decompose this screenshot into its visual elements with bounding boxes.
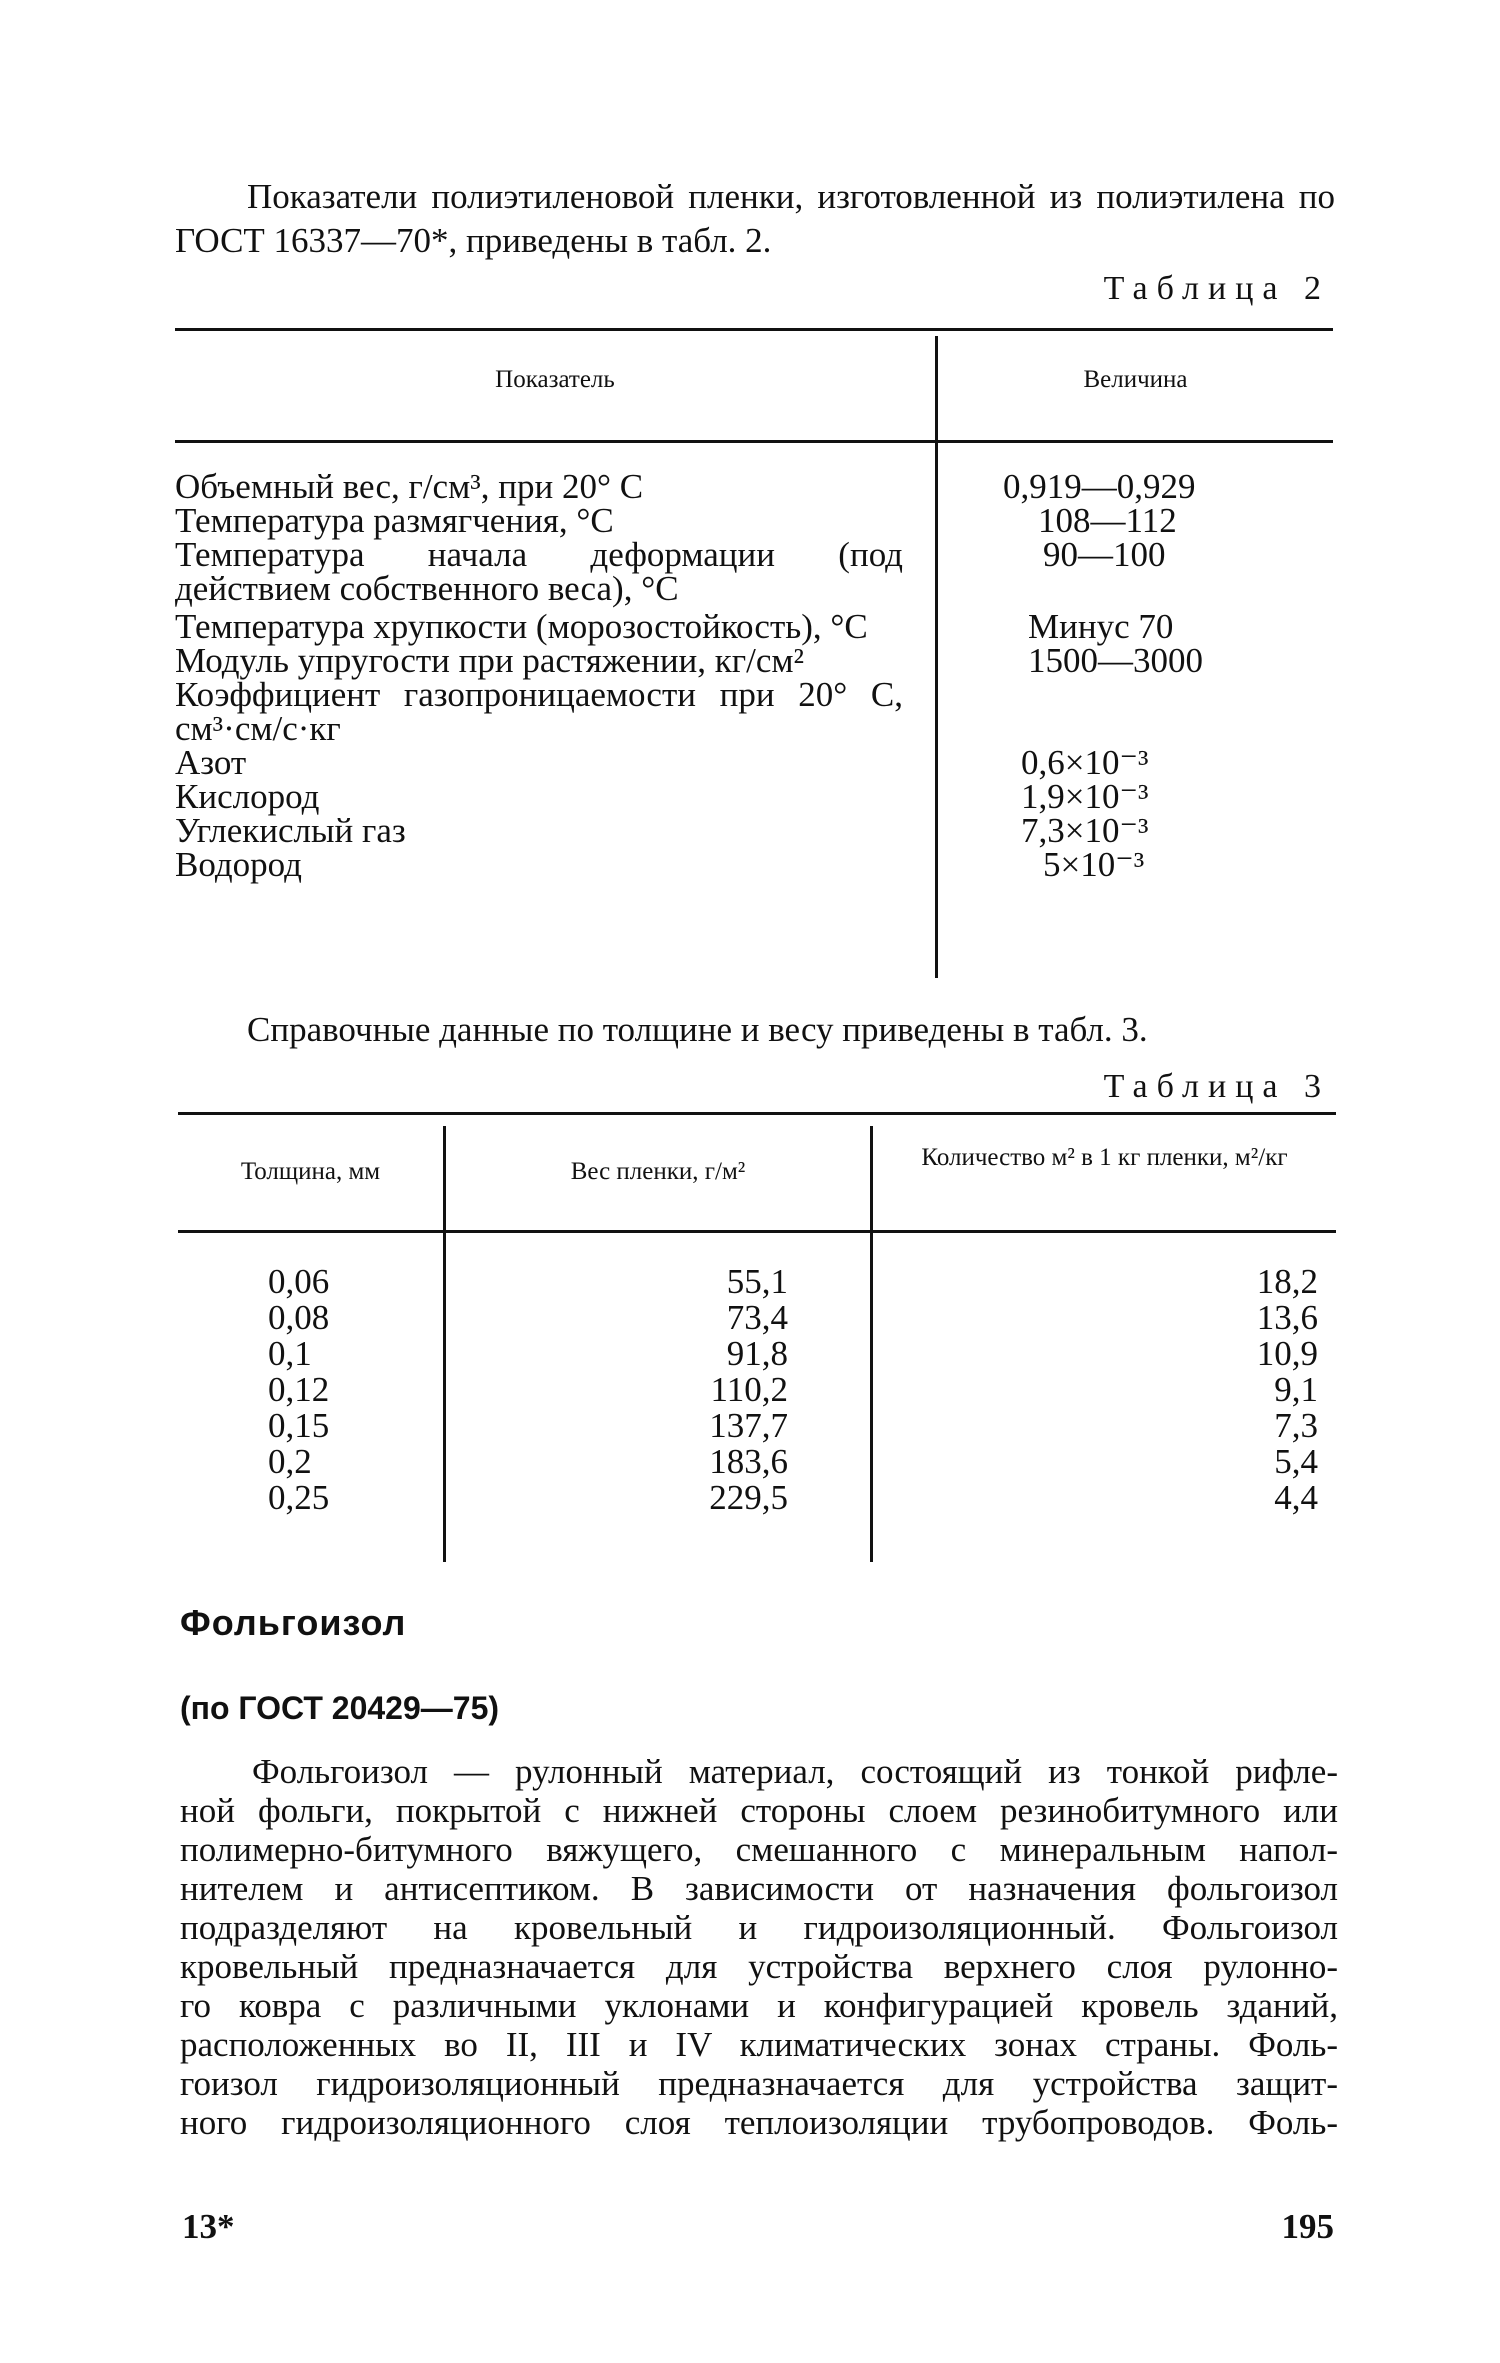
body-line: Фольгоизол — рулонный материал, состоящий из тонкой рифле- bbox=[252, 1752, 1338, 1791]
table-cell: 10,9 bbox=[1256, 1334, 1318, 1373]
table-row bbox=[175, 811, 1333, 850]
row-value: 0,919—0,929 bbox=[1003, 467, 1196, 506]
body-line: расположенных во II, III и IV климатических зонах страны. Фоль- bbox=[180, 2025, 1338, 2064]
table-cell: 0,25 bbox=[268, 1478, 330, 1517]
table-row bbox=[175, 607, 1333, 646]
table3-column-divider bbox=[870, 1126, 873, 1562]
table3-column-divider bbox=[443, 1126, 446, 1562]
table-cell: 5,4 bbox=[1274, 1442, 1318, 1481]
table-cell: 0,12 bbox=[268, 1370, 330, 1409]
table3-caption: Таблица 3 bbox=[1103, 1068, 1330, 1105]
table-cell: 13,6 bbox=[1256, 1298, 1318, 1337]
table-cell: 0,1 bbox=[268, 1334, 312, 1373]
row-value: 1,9×10⁻³ bbox=[1021, 777, 1149, 816]
section-body bbox=[180, 1752, 1338, 2142]
table3-intro-text: Справочные данные по толщине и весу приведены в табл. 3. bbox=[247, 1010, 1148, 1049]
table3-top-rule bbox=[178, 1112, 1336, 1115]
table-row bbox=[175, 675, 1333, 748]
row-label: Углекислый газ bbox=[175, 811, 406, 850]
table2-body bbox=[175, 467, 1333, 884]
body-line: ной фольги, покрытой с нижней стороны слоем резинобитумного или bbox=[180, 1791, 1338, 1830]
table-cell: 0,15 bbox=[268, 1406, 330, 1445]
row-label: Объемный вес, г/см³, при 20° С bbox=[175, 467, 644, 506]
table-cell: 55,1 bbox=[726, 1262, 788, 1301]
page-number: 195 bbox=[1281, 2207, 1334, 2246]
row-value: 7,3×10⁻³ bbox=[1021, 811, 1149, 850]
body-line: го ковра с различными уклонами и конфигурацией кровель зданий, bbox=[180, 1986, 1338, 2025]
row-label: Коэффициент газопроницаемости при 20° С, см³·см/с·кг bbox=[175, 675, 903, 748]
row-label: Температура начала деформации (под действием собственного веса), °С bbox=[175, 535, 903, 608]
table-cell: 0,08 bbox=[268, 1298, 330, 1337]
table-cell: 137,7 bbox=[709, 1406, 788, 1445]
body-line: подразделяют на кровельный и гидроизоляционный. Фольгоизол bbox=[180, 1908, 1338, 1947]
table-cell: 18,2 bbox=[1256, 1262, 1318, 1301]
table2-top-rule bbox=[175, 328, 1333, 331]
section-title: Фольгоизол bbox=[180, 1602, 407, 1643]
row-label: Температура хрупкости (морозостойкость), °С bbox=[175, 607, 868, 646]
table-row bbox=[175, 501, 1333, 540]
body-line: кровельный предназначается для устройства верхнего слоя рулонно- bbox=[180, 1947, 1338, 1986]
table-cell: 0,2 bbox=[268, 1442, 312, 1481]
table-row bbox=[175, 641, 1333, 680]
table3-header-rule bbox=[178, 1230, 1336, 1233]
body-line: ного гидроизоляционного слоя теплоизоляции трубопроводов. Фоль- bbox=[180, 2103, 1338, 2142]
table-row bbox=[175, 845, 1333, 884]
row-value: 108—112 bbox=[1038, 501, 1177, 540]
table-cell: 91,8 bbox=[726, 1334, 788, 1373]
row-label: Модуль упругости при растяжении, кг/см² bbox=[175, 641, 805, 680]
row-label: Водород bbox=[175, 845, 302, 884]
row-value: 0,6×10⁻³ bbox=[1021, 743, 1149, 782]
table3-header-quantity: Количество м² в 1 кг пленки, м²/кг bbox=[921, 1144, 1288, 1171]
table3-intro-paragraph bbox=[175, 1008, 1335, 1052]
section-subtitle: (по ГОСТ 20429—75) bbox=[180, 1690, 500, 1726]
row-value: Минус 70 bbox=[1028, 607, 1174, 646]
table-cell: 0,06 bbox=[268, 1262, 330, 1301]
quantity-column bbox=[1228, 1264, 1318, 1516]
row-value bbox=[903, 678, 1333, 746]
row-label: Кислород bbox=[175, 777, 320, 816]
body-line: нителем и антисептиком. В зависимости от назначения фольгоизол bbox=[180, 1869, 1338, 1908]
body-line: полимерно-битумного вяжущего, смешанного с минеральным напол- bbox=[180, 1830, 1338, 1869]
weight-column bbox=[678, 1264, 788, 1516]
table2-caption: Таблица 2 bbox=[1103, 270, 1330, 307]
table-row bbox=[175, 743, 1333, 782]
table-cell: 229,5 bbox=[709, 1478, 788, 1517]
row-label: Азот bbox=[175, 743, 247, 782]
intro-paragraph bbox=[175, 175, 1335, 263]
signature-mark: 13* bbox=[182, 2207, 235, 2246]
table-2 bbox=[175, 328, 1333, 978]
row-value: 90—100 bbox=[1043, 535, 1166, 574]
thickness-column bbox=[268, 1264, 363, 1516]
table2-header-value: Величина bbox=[1083, 366, 1188, 393]
intro-text: Показатели полиэтиленовой пленки, изготовленной из полиэтилена по ГОСТ 16337—70*, приведены в табл. 2. bbox=[175, 177, 1335, 260]
table-cell: 7,3 bbox=[1274, 1406, 1318, 1445]
row-label: Температура размягчения, °С bbox=[175, 501, 614, 540]
table-3 bbox=[178, 1112, 1336, 1562]
table-row bbox=[175, 467, 1333, 506]
table2-header-rule bbox=[175, 440, 1333, 443]
table-cell: 73,4 bbox=[726, 1298, 788, 1337]
table3-header-thickness: Толщина, мм bbox=[240, 1158, 381, 1185]
table-cell: 9,1 bbox=[1274, 1370, 1318, 1409]
row-value: 5×10⁻³ bbox=[1043, 845, 1145, 884]
table-cell: 110,2 bbox=[710, 1370, 788, 1409]
table-cell: 183,6 bbox=[709, 1442, 788, 1481]
table2-header-indicator: Показатель bbox=[495, 366, 615, 393]
body-line: гоизол гидроизоляционный предназначается для устройства защит- bbox=[180, 2064, 1338, 2103]
table-row bbox=[175, 535, 1333, 608]
table-cell: 4,4 bbox=[1274, 1478, 1318, 1517]
table3-header-weight: Вес пленки, г/м² bbox=[570, 1158, 746, 1185]
table-row bbox=[175, 777, 1333, 816]
row-value: 1500—3000 bbox=[1028, 641, 1203, 680]
